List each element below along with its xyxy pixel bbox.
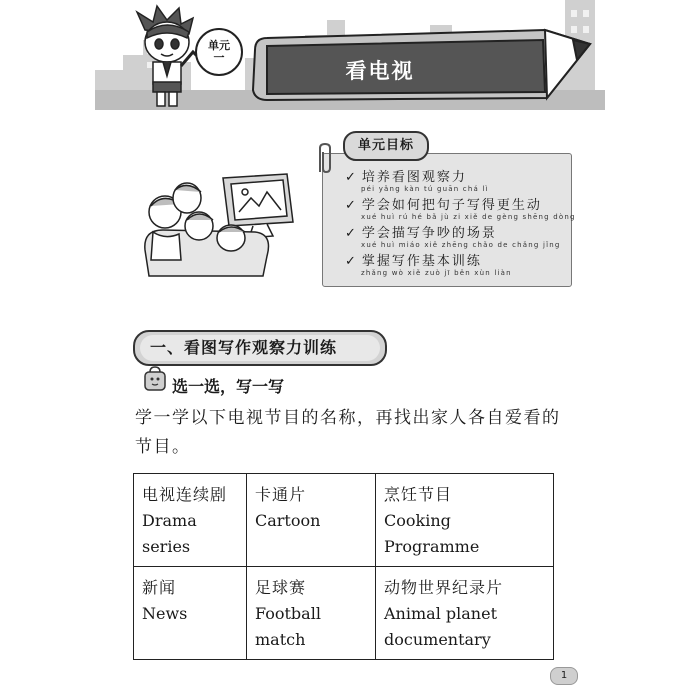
table-row [134,474,554,567]
check-icon: ✓ [345,170,358,185]
goal-pinyin: xué huì miáo xiě zhēng chǎo de chǎng jǐng [361,241,561,249]
cell-english: News [142,604,188,623]
unit-label: 单元 [208,39,230,52]
goal-text: 学会如何把句子写得更生动 [361,198,542,213]
tv-programme-table [133,473,554,660]
goal-pinyin: zhǎng wò xiě zuò jī běn xùn liàn [361,269,512,277]
cell-english: Cartoon [255,511,321,530]
goal-text: 学会描写争吵的场景 [361,226,497,241]
cell-english: Animal planet documentary [384,604,497,649]
family-watching-tv-icon [135,160,315,280]
table-cell [134,474,247,567]
instruction-text: 学一学以下电视节目的名称，再找出家人各自爱看的节目。 [135,408,561,457]
cell-chinese: 足球赛 [255,578,307,597]
check-icon: ✓ [345,198,358,213]
backpack-icon [143,366,167,392]
cell-chinese: 电视连续剧 [142,485,228,504]
goal-item [345,222,575,249]
table-row [134,567,554,660]
unit-title: 看电视 [345,59,415,83]
check-icon: ✓ [345,254,358,269]
cell-chinese: 烹饪节目 [384,485,453,504]
paperclip-icon [314,142,336,176]
cell-english: Drama series [142,511,197,556]
section-title: 一、看图写作观察力训练 [140,335,380,361]
section-header [133,330,387,366]
cell-english: Football match [255,604,321,649]
check-icon: ✓ [345,226,358,241]
table-cell [134,567,247,660]
goal-pinyin: xué huì rú hé bǎ jù zi xiě de gèng shēng dòng [361,213,576,221]
table-cell [247,567,376,660]
goal-text: 培养看图观察力 [361,170,467,185]
goal-item [345,194,575,221]
activity-subtitle: 选一选，写一写 [172,377,285,396]
goal-text: 掌握写作基本训练 [361,254,482,269]
goals-title: 单元目标 [343,131,429,161]
goal-item [345,250,575,277]
cell-chinese: 动物世界纪录片 [384,578,504,597]
cell-english: Cooking Programme [384,511,480,556]
goal-pinyin: péi yǎng kàn tú guān chá lì [361,185,489,193]
page-number: 1 [550,667,578,685]
table-cell [376,567,554,660]
goal-item [345,166,575,193]
unit-number-badge [195,28,243,76]
cell-chinese: 新闻 [142,578,177,597]
table-cell [376,474,554,567]
table-cell [247,474,376,567]
cell-chinese: 卡通片 [255,485,307,504]
unit-number: 一 [213,51,225,64]
